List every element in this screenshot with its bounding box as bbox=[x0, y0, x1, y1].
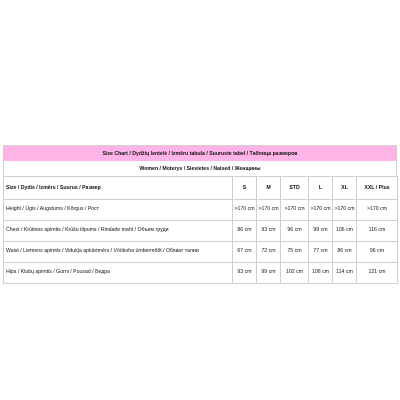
header-xl: XL bbox=[333, 177, 357, 200]
cell: 102 cm bbox=[281, 263, 309, 284]
cell: >170 cm bbox=[257, 200, 281, 221]
cell: 75 cm bbox=[281, 242, 309, 263]
cell: 114 cm bbox=[333, 263, 357, 284]
cell: >170 cm bbox=[309, 200, 333, 221]
chart-title: Size Chart / Dydžių lentelė / Izmēru tabula / Suuruste tabel / Таблица размеров bbox=[3, 145, 397, 161]
header-xxl: XXL / Plus bbox=[357, 177, 398, 200]
cell: 86 cm bbox=[333, 242, 357, 263]
cell: 96 cm bbox=[281, 221, 309, 242]
size-chart bbox=[3, 145, 397, 284]
header-std: STD bbox=[281, 177, 309, 200]
table-row bbox=[4, 221, 398, 242]
cell: >170 cm bbox=[333, 200, 357, 221]
cell: >170 cm bbox=[281, 200, 309, 221]
table-row bbox=[4, 263, 398, 284]
cell: 96 cm bbox=[357, 242, 398, 263]
chart-subtitle: Women / Moterys / Sievietes / Naised / Женщины bbox=[3, 161, 397, 176]
cell: 77 cm bbox=[309, 242, 333, 263]
table-row bbox=[4, 200, 398, 221]
cell: 86 cm bbox=[233, 221, 257, 242]
cell: 93 cm bbox=[257, 221, 281, 242]
cell: >170 cm bbox=[357, 200, 398, 221]
cell: 116 cm bbox=[357, 221, 398, 242]
cell: 93 cm bbox=[233, 263, 257, 284]
header-m: M bbox=[257, 177, 281, 200]
row-label: Hips / Klubų apimtis / Gurni / Puusad / Бедра bbox=[4, 263, 233, 284]
cell: 67 cm bbox=[233, 242, 257, 263]
header-row bbox=[4, 177, 398, 200]
row-label: Waist / Liemens apimtis / Vidukļa apkārtmērs / Vöökoha ümbermõõt / Обхват талии bbox=[4, 242, 233, 263]
header-l: L bbox=[309, 177, 333, 200]
header-s: S bbox=[233, 177, 257, 200]
cell: 99 cm bbox=[309, 221, 333, 242]
cell: 72 cm bbox=[257, 242, 281, 263]
cell: 106 cm bbox=[333, 221, 357, 242]
header-size: Size / Dydis / Izmērs / Suurus / Размер bbox=[4, 177, 233, 200]
cell: 99 cm bbox=[257, 263, 281, 284]
cell: 121 cm bbox=[357, 263, 398, 284]
size-table bbox=[3, 176, 398, 284]
cell: >170 cm bbox=[233, 200, 257, 221]
row-label: Height / Ūgis / Augstums / Kõrgus / Рост bbox=[4, 200, 233, 221]
cell: 106 cm bbox=[309, 263, 333, 284]
row-label: Chest / Krūtinės apimtis / Krūšu tilpums / Rindade maht / Объем груди bbox=[4, 221, 233, 242]
table-row bbox=[4, 242, 398, 263]
